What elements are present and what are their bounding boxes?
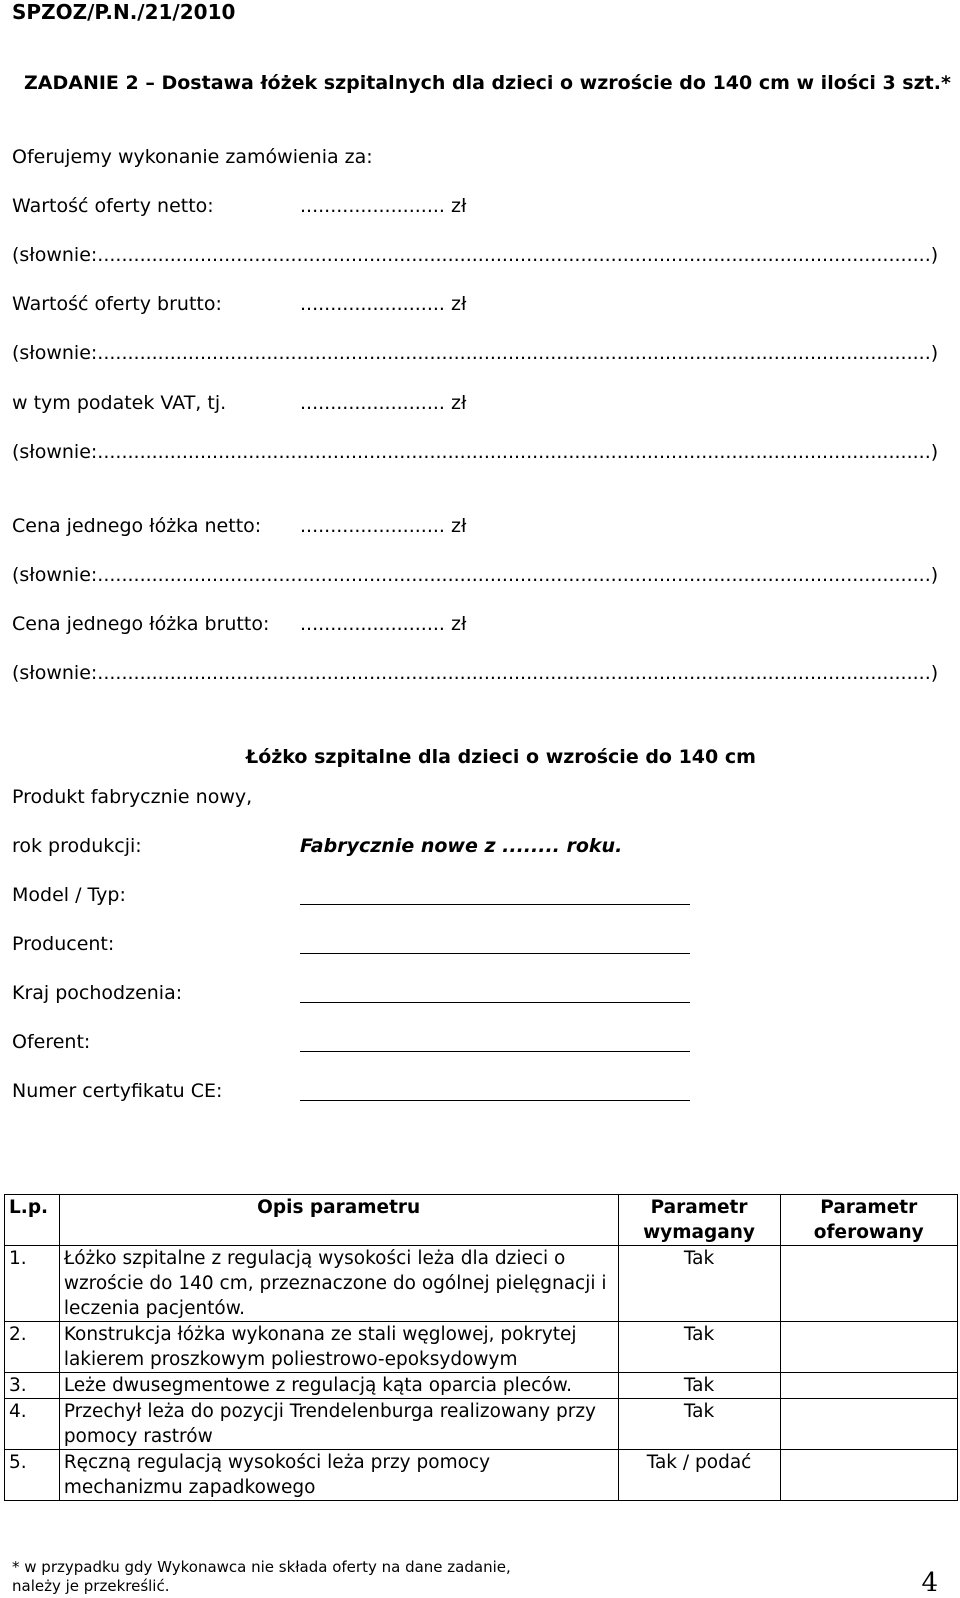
- brutto-words-field[interactable]: (słownie:..........................................................................................................................................): [12, 342, 939, 364]
- document-reference: SPZOZ/P.N./21/2010: [12, 0, 236, 24]
- spec-table: [4, 1194, 958, 1501]
- ce-label: Numer certyfikatu CE:: [12, 1080, 223, 1102]
- netto-words-field[interactable]: (słownie:..........................................................................................................................................): [12, 244, 939, 266]
- header-offered: Parametr oferowany: [780, 1195, 958, 1246]
- row-required: Tak: [618, 1399, 780, 1450]
- country-field[interactable]: [300, 1002, 690, 1003]
- page-number: 4: [921, 1568, 938, 1598]
- row-lp: 5.: [5, 1450, 60, 1501]
- vat-words-field[interactable]: (słownie:..........................................................................................................................................): [12, 441, 939, 463]
- row-offered-field[interactable]: [780, 1322, 958, 1373]
- country-label: Kraj pochodzenia:: [12, 982, 183, 1004]
- row-lp: 4.: [5, 1399, 60, 1450]
- product-new-label: Produkt fabrycznie nowy,: [12, 786, 253, 808]
- unit-netto-label: Cena jednego łóżka netto:: [12, 515, 262, 537]
- brutto-value-field[interactable]: ........................ zł: [300, 293, 467, 315]
- row-offered-field[interactable]: [780, 1373, 958, 1399]
- row-offered-field[interactable]: [780, 1399, 958, 1450]
- vat-label: w tym podatek VAT, tj.: [12, 392, 227, 414]
- table-header-row: [5, 1195, 958, 1246]
- row-required: Tak: [618, 1322, 780, 1373]
- row-lp: 3.: [5, 1373, 60, 1399]
- header-description: Opis parametru: [59, 1195, 618, 1246]
- model-field[interactable]: [300, 904, 690, 905]
- header-required: Parametr wymagany: [618, 1195, 780, 1246]
- offer-intro: Oferujemy wykonanie zamówienia za:: [12, 146, 373, 168]
- unit-brutto-label: Cena jednego łóżka brutto:: [12, 613, 270, 635]
- row-description: Leże dwusegmentowe z regulacją kąta oparcia pleców.: [59, 1373, 618, 1399]
- row-lp: 2.: [5, 1322, 60, 1373]
- header-lp: L.p.: [5, 1195, 60, 1246]
- producer-label: Producent:: [12, 933, 115, 955]
- unit-brutto-value-field[interactable]: ........................ zł: [300, 613, 467, 635]
- producer-field[interactable]: [300, 953, 690, 954]
- netto-label: Wartość oferty netto:: [12, 195, 214, 217]
- unit-netto-value-field[interactable]: ........................ zł: [300, 515, 467, 537]
- ce-field[interactable]: [300, 1100, 690, 1101]
- task-title: ZADANIE 2 – Dostawa łóżek szpitalnych dla dzieci o wzroście do 140 cm w ilości 3 szt.*: [24, 72, 951, 94]
- netto-value-field[interactable]: ........................ zł: [300, 195, 467, 217]
- footnote: * w przypadku gdy Wykonawca nie składa oferty na dane zadanie, należy je przekreślić.: [12, 1558, 511, 1595]
- model-label: Model / Typ:: [12, 884, 126, 906]
- table-row: [5, 1373, 958, 1399]
- unit-brutto-words-field[interactable]: (słownie:..........................................................................................................................................): [12, 662, 939, 684]
- table-row: [5, 1322, 958, 1373]
- row-lp: 1.: [5, 1246, 60, 1322]
- table-row: [5, 1399, 958, 1450]
- row-description: Ręczną regulacją wysokości leża przy pomocy mechanizmu zapadkowego: [59, 1450, 618, 1501]
- row-required: Tak: [618, 1246, 780, 1322]
- unit-netto-words-field[interactable]: (słownie:..........................................................................................................................................): [12, 564, 939, 586]
- table-row: [5, 1246, 958, 1322]
- row-offered-field[interactable]: [780, 1246, 958, 1322]
- row-required: Tak / podać: [618, 1450, 780, 1501]
- offerer-label: Oferent:: [12, 1031, 91, 1053]
- row-description: Łóżko szpitalne z regulacją wysokości leża dla dzieci o wzroście do 140 cm, przeznaczone do ogólnej pielęgnacji i leczenia pacjentów.: [59, 1246, 618, 1322]
- brutto-label: Wartość oferty brutto:: [12, 293, 222, 315]
- row-required: Tak: [618, 1373, 780, 1399]
- row-description: Konstrukcja łóżka wykonana ze stali węglowej, pokrytej lakierem proszkowym poliestrowo-epoksydowym: [59, 1322, 618, 1373]
- year-label: rok produkcji:: [12, 835, 142, 857]
- row-offered-field[interactable]: [780, 1450, 958, 1501]
- vat-value-field[interactable]: ........................ zł: [300, 392, 467, 414]
- product-title: Łóżko szpitalne dla dzieci o wzroście do 140 cm: [246, 746, 756, 768]
- row-description: Przechył leża do pozycji Trendelenburga realizowany przy pomocy rastrów: [59, 1399, 618, 1450]
- offerer-field[interactable]: [300, 1051, 690, 1052]
- table-row: [5, 1450, 958, 1501]
- year-value-field[interactable]: Fabrycznie nowe z ........ roku.: [300, 835, 623, 857]
